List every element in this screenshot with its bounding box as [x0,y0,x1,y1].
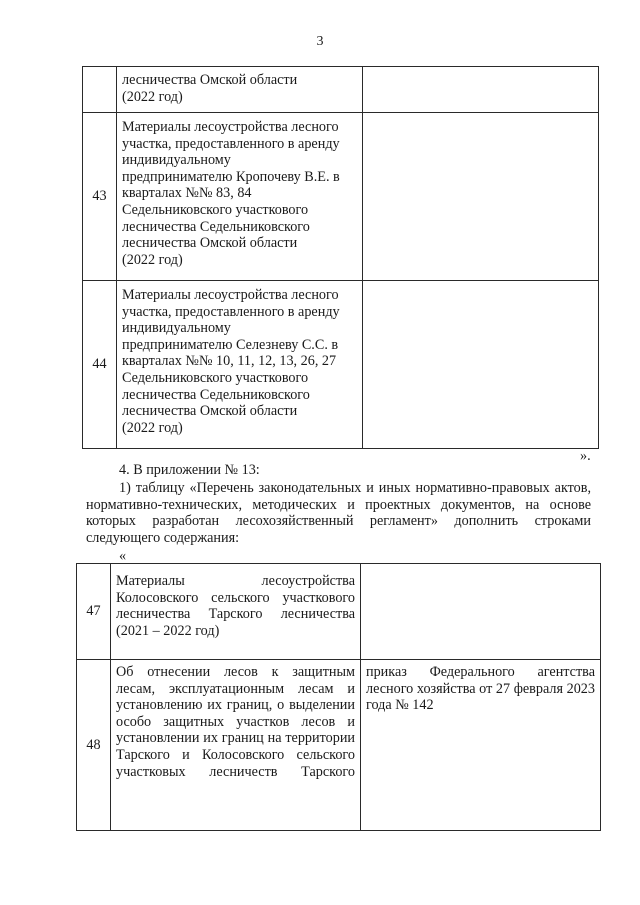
item-4-1-paragraph [86,480,591,546]
documents-table-1 [82,66,599,449]
row-content: Материалы лесоустройства лесного участка, предоставленного в аренду индивидуальному предпринимателю Кропочеву В.Е. в кварталах №№ 83, 84 Седельниковского участкового лесничества Седельниковского лесничества Омской области (2022 год) [117,113,363,281]
row-content-text: Материалы лесоустройства Колосовского сельского участкового лесничества Тарского лесничества (2021 – 2022 год) [116,573,355,639]
row-document [361,660,601,831]
table-row [83,113,599,281]
row-number: 43 [83,113,117,281]
page-number: 3 [316,34,324,49]
item-4-heading: 4. В приложении № 13: [119,462,260,478]
row-document-text: приказ Федерального агентства лесного хозяйства от 27 февраля 2023 года № 142 [366,664,595,714]
documents-table-2 [76,563,601,831]
table-row [77,660,601,831]
item-4-1-text: 1) таблицу «Перечень законодательных и иных нормативно-правовых актов, нормативно-технических, методических и проектных документов, на основе которых разработан лесохозяйственный регламент» дополнить строками следующего содержания: [86,480,591,546]
row-content [111,564,361,660]
row-document [363,113,599,281]
table-row [83,281,599,449]
closing-quote: ». [580,448,591,464]
row-content [111,660,361,831]
row-number: 47 [77,564,111,660]
row-content: Материалы лесоустройства лесного участка, предоставленного в аренду индивидуальному предпринимателю Селезневу С.С. в кварталах №№ 10, 11, 12, 13, 26, 27 Седельниковского участкового лесничества Седельниковского лесничества Омской области (2022 год) [117,281,363,449]
open-quote: « [119,548,127,564]
row-document [361,564,601,660]
row-number: 48 [77,660,111,831]
row-number [83,67,117,113]
row-document [363,281,599,449]
row-content: лесничества Омской области (2022 год) [117,67,363,113]
row-number: 44 [83,281,117,449]
row-document [363,67,599,113]
table-row [83,67,599,113]
table-row [77,564,601,660]
row-content-text: Об отнесении лесов к защитным лесам, эксплуатационным лесам и установлению их границ, о выделении особо защитных участков лесов и установлении их границ на территории Тарского и Колосовского сельского участковых лесничеств Тарского [116,664,355,780]
